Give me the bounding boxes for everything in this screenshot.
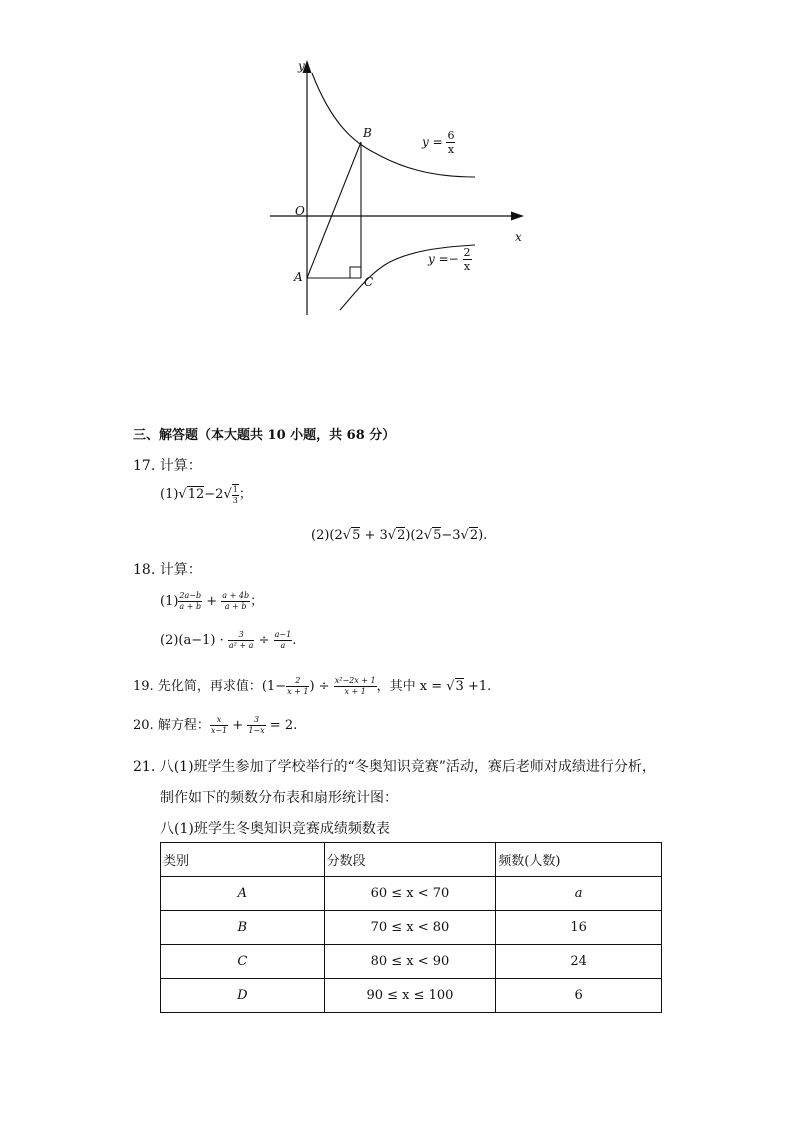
curve-upper-equation [422, 129, 455, 156]
q18-p1-f2-den: a + b [224, 602, 247, 611]
q17-part2-c: )(2 [405, 528, 424, 543]
table-cell-frequency: 16 [496, 911, 662, 945]
q18-p1-f1-den: a + b [179, 602, 202, 611]
curve-lower-den: x [463, 260, 471, 273]
q18-title [133, 559, 202, 579]
q17-part2-e: ). [478, 528, 488, 543]
frequency-table [160, 842, 662, 1013]
q17-title-text: 计算： [159, 458, 202, 474]
q17-part2-r3: 5 [433, 528, 442, 543]
q21-line2: 制作如下的频数分布表和扇形统计图： [160, 790, 398, 806]
q17-part1-radicand: 12 [187, 487, 205, 502]
q21-line1-text: 八(1)班学生参加了学校举行的“冬奥知识竞赛”活动，赛后老师对成绩进行分析， [159, 759, 656, 775]
q17-part2-r1: 5 [352, 528, 361, 543]
q17-part1-prefix: (1) [160, 487, 179, 502]
point-C-label: C [364, 275, 374, 289]
q17-title [133, 455, 202, 475]
q18-p1-end: ； [250, 594, 264, 609]
q18-part1 [160, 590, 263, 612]
table-cell-category: B [161, 911, 325, 945]
curve-upper-num: 6 [447, 129, 455, 142]
q19-f1-den: x + 1 [287, 687, 309, 696]
q17-part2-a: (2)(2 [311, 528, 343, 543]
table-cell-category: D [161, 979, 325, 1013]
table-cell-frequency: a [496, 877, 662, 911]
table-row [161, 979, 662, 1013]
q19: 19. 先化简，再求值：(1− $\frac{2}{x + 1}$ ) ÷ $\frac{\text{x²−2x + 1}}{x + 1}$ ，其中 x = √3 +1. [133, 676, 492, 696]
q19-radicand: 3 [455, 679, 464, 694]
table-header-category: 类别 [161, 843, 325, 877]
q18-p2-end: . [292, 633, 297, 648]
q21-number: 21. [133, 759, 156, 775]
q19-end: +1. [467, 679, 492, 694]
q19-f2-den: x + 1 [344, 687, 366, 696]
curve-upper-den: x [447, 143, 455, 156]
q20-op: + [232, 718, 244, 733]
q18-p1-f1-num: 2a−b [179, 591, 202, 600]
q17-part2-r4: 2 [469, 528, 479, 543]
q20-f1-num: x [210, 715, 228, 726]
q17-part1: (1)√12−2√ $\frac{1}{3}$ ； [160, 484, 252, 505]
q19-lead: 先化简，再求值：(1− [157, 679, 287, 694]
q19-f2-num: x²−2x + 1 [334, 676, 376, 685]
table-cell-range: 80 ≤ x < 90 [324, 945, 496, 979]
x-axis-arrow [511, 212, 524, 221]
q19-f1-num: 2 [286, 676, 309, 687]
table-cell-range: 90 ≤ x ≤ 100 [324, 979, 496, 1013]
q19-tail: ，其中 x = [376, 679, 443, 694]
table-row [161, 911, 662, 945]
table-row [161, 877, 662, 911]
q17-part1-end: ； [238, 487, 252, 502]
q20-lead: 解方程： [157, 718, 210, 733]
table-cell-frequency: 6 [496, 979, 662, 1013]
hyperbola-figure [260, 55, 540, 325]
q18-p1-op: + [206, 594, 218, 609]
curve-lower-lhs: y =− [428, 252, 459, 266]
table-cell-frequency: 24 [496, 945, 662, 979]
q17-part1-frac-num: 1 [232, 484, 238, 494]
q17-number: 17. [133, 458, 156, 474]
q20-end: = 2. [269, 718, 298, 733]
curve-lower-num: 2 [463, 246, 471, 259]
q17-part2-b: + 3 [360, 528, 388, 543]
curve-lower-equation [428, 246, 472, 273]
q20-f1-den: x−1 [210, 726, 228, 735]
q18-part2 [160, 630, 296, 651]
table-header-score-range: 分数段 [324, 843, 496, 877]
q18-p2-f2-num: a−1 [274, 630, 292, 639]
origin-label: O [295, 204, 305, 218]
q19-number: 19. [133, 679, 154, 694]
segment-AB [307, 142, 361, 278]
curve-upper-lhs: y = [422, 135, 443, 149]
q17-part1-mid: −2 [204, 487, 224, 502]
q18-p1-prefix: (1) [160, 594, 179, 609]
q20-f2-num: 3 [247, 715, 265, 726]
q18-p2-f1-num: 3 [228, 630, 255, 641]
q20 [133, 714, 297, 736]
table-cell-range: 60 ≤ x < 70 [324, 877, 496, 911]
section-heading: 三、解答题（本大题共 10 小题，共 68 分） [133, 428, 396, 443]
q17-part2: (2)(2√5 + 3√2)(2√5−3√2). [311, 528, 488, 543]
q18-title-text: 计算： [159, 562, 202, 578]
table-cell-category: C [161, 945, 325, 979]
q18-p2-prefix: (2)(a−1) · [160, 633, 224, 648]
table-cell-category: A [161, 877, 325, 911]
table-cell-range: 70 ≤ x < 80 [324, 911, 496, 945]
q18-p1-f2-num: a + 4b [222, 591, 250, 600]
q18-p2-op: ÷ [258, 633, 270, 648]
point-A-label: A [294, 270, 303, 284]
table-header-frequency: 频数(人数) [496, 843, 662, 877]
q20-number: 20. [133, 718, 154, 733]
curve-upper [312, 73, 475, 177]
q18-p2-f2-den: a [280, 641, 286, 650]
x-axis-label: x [515, 230, 522, 244]
q18-p2-f1-den: a² + a [228, 641, 254, 650]
q17-part1-frac-den: 3 [232, 495, 238, 505]
q21-line1 [133, 756, 656, 776]
right-angle-mark [350, 267, 361, 278]
q21-table-title: 八(1)班学生冬奥知识竞赛成绩频数表 [160, 821, 390, 837]
table-row [161, 945, 662, 979]
q17-part2-r2: 2 [397, 528, 406, 543]
q19-mid: ) ÷ [309, 679, 330, 694]
q18-number: 18. [133, 562, 156, 578]
q17-part2-d: −3 [441, 528, 461, 543]
y-axis-label: y [298, 59, 305, 73]
table-header-row [161, 843, 662, 877]
point-B-label: B [363, 126, 372, 140]
q20-f2-den: 1−x [248, 726, 265, 735]
